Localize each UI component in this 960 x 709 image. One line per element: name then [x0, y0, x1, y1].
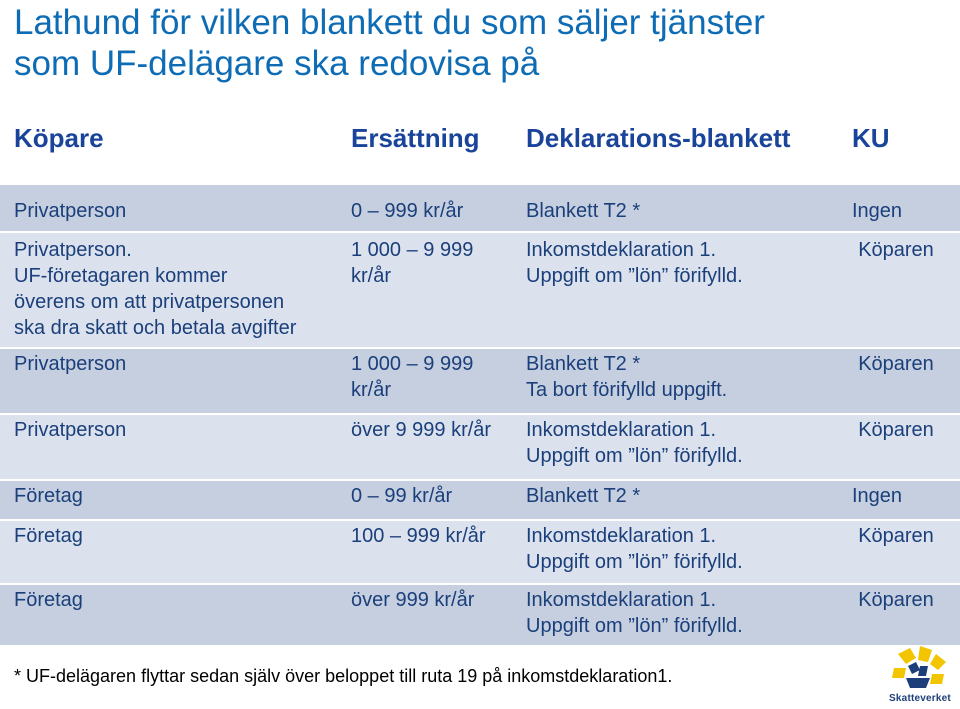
- cell-ku: Köparen: [858, 419, 934, 441]
- cell-ku: Köparen: [858, 239, 934, 261]
- cell-ku: Ingen: [852, 200, 903, 222]
- table-row: [0, 479, 960, 519]
- table-row: [0, 347, 960, 413]
- cell-compensation: 0 – 999 kr/år: [351, 200, 464, 222]
- cell-form: Blankett T2 *: [526, 200, 641, 222]
- cell-buyer: Företag: [14, 485, 83, 507]
- table-row: [0, 183, 960, 231]
- footnote: * UF-delägaren flyttar sedan själv över beloppet till ruta 19 på inkomstdeklaration1.: [14, 666, 673, 686]
- table-row: [0, 231, 960, 347]
- cell-ku: Köparen: [858, 353, 934, 375]
- cell-buyer: Företag: [14, 589, 83, 611]
- cell-compensation: 1 000 – 9 999 kr/år: [351, 239, 474, 287]
- cell-form: Blankett T2 * Ta bort förifylld uppgift.: [526, 353, 728, 401]
- cell-form: Blankett T2 *: [526, 485, 641, 507]
- title-line-1: Lathund för vilken blankett du som säljer tjänster: [14, 3, 765, 42]
- table-row: [0, 413, 960, 479]
- cell-ku: Köparen: [858, 525, 934, 547]
- cell-ku: Ingen: [852, 485, 903, 507]
- cell-compensation: 100 – 999 kr/år: [351, 525, 486, 547]
- cell-buyer: Privatperson. UF-företagaren kommer överens om att privatpersonen ska dra skatt och betala avgifter: [14, 239, 297, 339]
- logo-text: Skatteverket: [889, 693, 951, 704]
- cell-form: Inkomstdeklaration 1. Uppgift om ”lön” förifylld.: [526, 525, 743, 573]
- cell-compensation: 1 000 – 9 999 kr/år: [351, 353, 474, 401]
- title-line-2: som UF-delägare ska redovisa på: [14, 44, 540, 83]
- cell-form: Inkomstdeklaration 1. Uppgift om ”lön” förifylld.: [526, 589, 743, 637]
- cell-compensation: över 999 kr/år: [351, 589, 475, 611]
- cell-ku: Köparen: [858, 589, 934, 611]
- table-row: [0, 583, 960, 651]
- header-compensation: Ersättning: [351, 123, 480, 153]
- cell-compensation: över 9 999 kr/år: [351, 419, 492, 441]
- cell-buyer: Privatperson: [14, 419, 127, 441]
- cell-compensation: 0 – 99 kr/år: [351, 485, 453, 507]
- header-buyer: Köpare: [14, 123, 104, 153]
- cell-form: Inkomstdeklaration 1. Uppgift om ”lön” förifylld.: [526, 419, 743, 467]
- guide-table: [0, 115, 960, 651]
- cell-form: Inkomstdeklaration 1. Uppgift om ”lön” förifylld.: [526, 239, 743, 287]
- page-title: [14, 2, 944, 84]
- table-header-row: [0, 115, 960, 183]
- table-row: [0, 519, 960, 583]
- cell-buyer: Privatperson: [14, 200, 127, 222]
- header-ku: KU: [852, 123, 890, 153]
- header-form: Deklarations-blankett: [526, 123, 791, 153]
- cell-buyer: Företag: [14, 525, 83, 547]
- cell-buyer: Privatperson: [14, 353, 127, 375]
